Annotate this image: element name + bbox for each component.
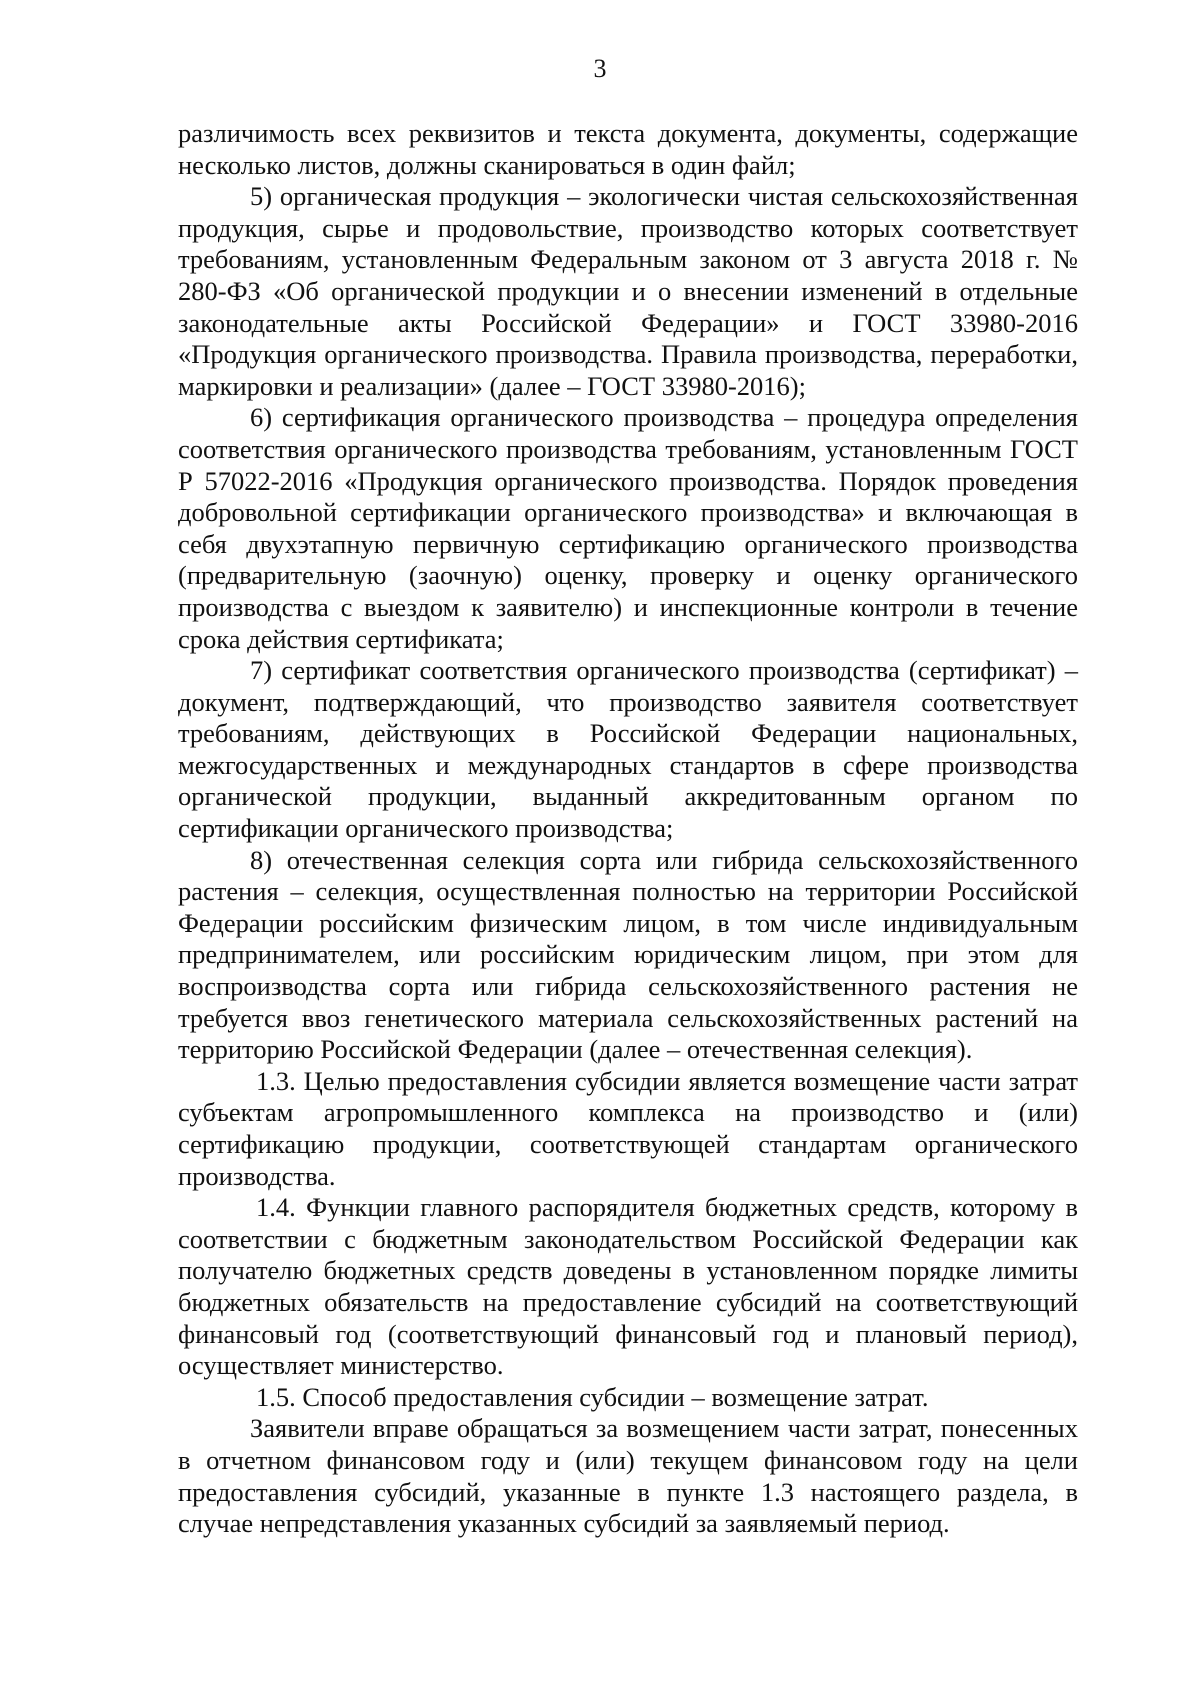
paragraph-1-5-method: 1.5. Способ предоставления субсидии – возмещение затрат. — [256, 1381, 929, 1412]
paragraph-item-7-certificate: 7) сертификат соответствия органического производства (сертификат) – документ, подтверждающий, что производство заявителя соответствует требованиям, действующих в Российской Федерации национальных, межгосударственных и международных стандартов в сфере производства органической продукции, выданный аккредитованным органом по сертификации органического производства; — [178, 655, 1078, 844]
page-number: 3 — [593, 54, 607, 83]
paragraph-applicants: Заявители вправе обращаться за возмещением части затрат, понесенных в отчетном финансовом году и (или) текущем финансовом году на цели предоставления субсидий, указанные в пункте 1.3 настоящего раздела, в случае непредставления указанных субсидий за заявляемый период. — [178, 1413, 1078, 1539]
paragraph-continuation: различимость всех реквизитов и текста документа, документы, содержащие несколько листов, должны сканироваться в один файл; — [178, 118, 1078, 180]
paragraph-1-3-purpose: 1.3. Целью предоставления субсидии является возмещение части затрат субъектам агропромышленного комплекса на производство и (или) сертификацию продукции, соответствующей стандартам органического производства. — [178, 1065, 1078, 1191]
paragraph-item-5-organic-products: 5) органическая продукция – экологически чистая сельскохозяйственная продукция, сырье и продовольствие, производство которых соответствует требованиям, установленным Федеральным законом от 3 августа 2018 г. № 280-ФЗ «Об органической продукции и о внесении изменений в отдельные законодательные акты Российской Федерации» и ГОСТ 33980-2016 «Продукция органического производства. Правила производства, переработки, маркировки и реализации» (далее – ГОСТ 33980-2016); — [178, 181, 1078, 401]
document-body — [178, 118, 1078, 1540]
paragraph-item-6-certification: 6) сертификация органического производства – процедура определения соответствия органического производства требованиям, установленным ГОСТ Р 57022-2016 «Продукция органического производства. Порядок проведения добровольной сертификации органического производства» и включающая в себя двухэтапную первичную сертификацию органического производства (предварительную (заочную) оценку, проверку и оценку органического производства с выездом к заявителю) и инспекционные контроли в течение срока действия сертификата; — [178, 402, 1078, 654]
paragraph-1-4-functions: 1.4. Функции главного распорядителя бюджетных средств, которому в соответствии с бюджетным законодательством Российской Федерации как получателю бюджетных средств доведены в установленном порядке лимиты бюджетных обязательств на предоставление субсидий на соответствующий финансовый год (соответствующий финансовый год и плановый период), осуществляет министерство. — [178, 1192, 1078, 1381]
paragraph-item-8-domestic-selection: 8) отечественная селекция сорта или гибрида сельскохозяйственного растения – селекция, осуществленная полностью на территории Российской Федерации российским физическим лицом, в том числе индивидуальным предпринимателем, или российским юридическим лицом, при этом для воспроизводства сорта или гибрида сельскохозяйственного растения не требуется ввоз генетического материала сельскохозяйственных растений на территорию Российской Федерации (далее – отечественная селекция). — [178, 844, 1078, 1065]
